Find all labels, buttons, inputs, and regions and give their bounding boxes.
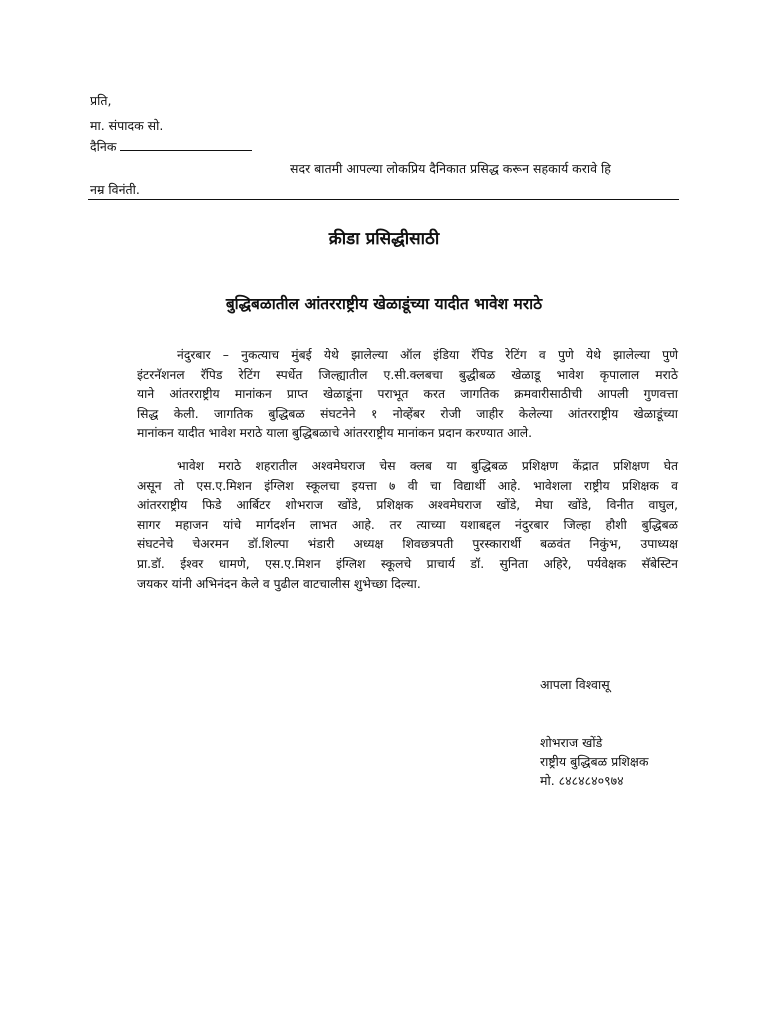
- signatory-phone: मो. ८४८४८४०९७४: [540, 773, 624, 788]
- paragraph-line: नंदुरबार – नुकत्याच मुंबई येथे झालेल्या ऑल इंडिया रॅपिड रेटिंग व पुणे येथे झालेल्या पुणे: [177, 348, 678, 362]
- closing-salutation: आपला विश्वासू: [540, 677, 610, 692]
- newspaper-line: [90, 138, 252, 155]
- paragraph-line: जयकर यांनी अभिनंदन केले व पुढील वाटचालीस शुभेच्छा दिल्या.: [137, 576, 421, 591]
- newspaper-blank: [120, 140, 252, 151]
- signatory-name: शोभराज खोंडे: [540, 735, 603, 750]
- paragraph-line: भावेश मराठे शहरातील अश्वमेघराज चेस क्लब या बुद्धिबळ प्रशिक्षण केंद्रात प्रशिक्षण घेत: [177, 459, 678, 473]
- newspaper-label: दैनिक: [90, 139, 117, 154]
- news-headline: बुद्धिबळातील आंतरराष्ट्रीय खेळाडूंच्या यादीत भावेश मराठे: [225, 294, 543, 313]
- paragraph-line: असून तो एस.ए.मिशन इंग्लिश स्कूलचा इयत्ता ७ वी चा विद्यार्थी आहे. भावेशला राष्ट्रीय प्रशिक्षक व: [137, 478, 678, 493]
- request-line-2: नम्र विनंती.: [90, 182, 140, 197]
- paragraph-line: मानांकन यादीत भावेश मराठे याला बुद्धिबळाचे आंतरराष्ट्रीय मानांकन प्रदान करण्यात आले.: [137, 426, 533, 441]
- page-title: क्रीडा प्रसिद्धीसाठी: [328, 229, 440, 249]
- paragraph-line: याने आंतरराष्ट्रीय मानांकन प्राप्त खेळाडूंना पराभूत करत जागतिक क्रमवारीसाठीची आपली गुणवत्ता: [137, 387, 678, 402]
- paragraph-1: [137, 346, 678, 444]
- request-line: सदर बातमी आपल्या लोकप्रिय दैनिकात प्रसिद्ध करून सहकार्य करावे हि: [290, 161, 611, 176]
- divider: [88, 199, 679, 200]
- paragraph-2: [137, 457, 678, 594]
- editor-line: मा. संपादक सो.: [90, 118, 164, 133]
- recipient-line: प्रति,: [90, 93, 112, 108]
- paragraph-line: आंतरराष्ट्रीय फिडे आर्बिटर शोभराज खोंडे, प्रशिक्षक अश्वमेघराज खोंडे, मेघा खोंडे, विनीत वाघुल,: [137, 498, 678, 513]
- paragraph-line: सागर महाजन यांचे मार्गदर्शन लाभत आहे. तर त्याच्या यशाबद्दल नंदुरबार जिल्हा हौशी बुद्धिबळ: [137, 517, 678, 532]
- paragraph-line: इंटरनॅशनल रॅपिड रेटिंग स्पर्धेत जिल्ह्यातील ए.सी.क्लबचा बुद्धीबळ खेळाडू भावेश कृपालाल मराठे: [137, 367, 678, 382]
- paragraph-line: प्रा.डॉ. ईश्वर धामणे, एस.ए.मिशन इंग्लिश स्कूलचे प्राचार्य डॉ. सुनिता अहिरे, पर्यवेक्षक सॅबेस्टिन: [137, 556, 678, 571]
- signatory-title: राष्ट्रीय बुद्धिबळ प्रशिक्षक: [540, 754, 649, 769]
- paragraph-line: सिद्ध केली. जागतिक बुद्धिबळ संघटनेने १ नोव्हेंबर रोजी जाहीर केलेल्या आंतरराष्ट्रीय खेळाडूंच्या: [137, 406, 678, 421]
- paragraph-line: संघटनेचे चेअरमन डॉ.शिल्पा भंडारी अध्यक्ष शिवछत्रपती पुरस्कारार्थी बळवंत निकुंभ, उपाध्यक्ष: [137, 537, 678, 552]
